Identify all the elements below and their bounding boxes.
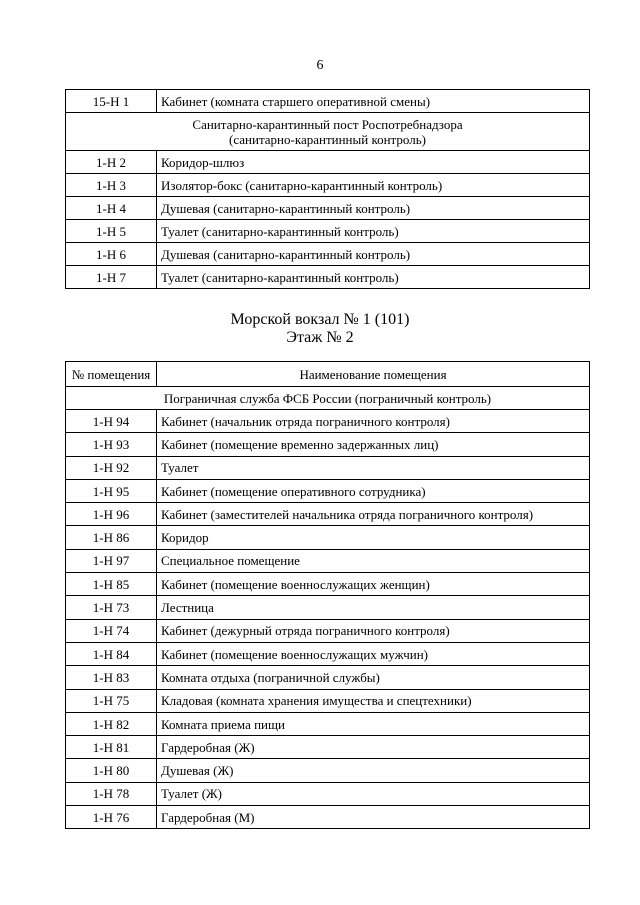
table-row (66, 806, 590, 829)
room-name: Комната приема пищи (157, 712, 590, 735)
rooms-table-floor-1 (65, 89, 590, 289)
table-row (66, 573, 590, 596)
table-row (66, 759, 590, 782)
group-cell (66, 113, 590, 151)
room-number: 1-Н 86 (66, 526, 157, 549)
room-number: 1-Н 96 (66, 503, 157, 526)
header-room-name: Наименование помещения (157, 362, 590, 387)
rooms-table-floor-2 (65, 361, 590, 829)
room-number: 1-Н 7 (66, 266, 157, 289)
table-row (66, 266, 590, 289)
table-row (66, 243, 590, 266)
room-name: Изолятор-бокс (санитарно-карантинный контроль) (157, 174, 590, 197)
table-row (66, 410, 590, 433)
room-number: 1-Н 93 (66, 433, 157, 456)
table-row (66, 596, 590, 619)
room-number: 1-Н 95 (66, 479, 157, 502)
room-number: 1-Н 76 (66, 806, 157, 829)
table-row (66, 503, 590, 526)
header-row (66, 362, 590, 387)
room-name: Комната отдыха (пограничной службы) (157, 666, 590, 689)
group-title: Санитарно-карантинный пост Роспотребнадзора (192, 116, 463, 132)
table-row (66, 174, 590, 197)
table-row (66, 689, 590, 712)
table-row (66, 433, 590, 456)
room-name: Гардеробная (М) (157, 806, 590, 829)
table-row (66, 90, 590, 113)
room-number: 1-Н 80 (66, 759, 157, 782)
room-number: 1-Н 92 (66, 456, 157, 479)
room-name: Туалет (Ж) (157, 782, 590, 805)
table-row (66, 666, 590, 689)
room-number: 15-Н 1 (66, 90, 157, 113)
room-name: Туалет (157, 456, 590, 479)
room-number: 1-Н 75 (66, 689, 157, 712)
table-row (66, 197, 590, 220)
room-name: Туалет (санитарно-карантинный контроль) (157, 266, 590, 289)
room-name: Душевая (санитарно-карантинный контроль) (157, 197, 590, 220)
table-row (66, 456, 590, 479)
room-number: 1-Н 5 (66, 220, 157, 243)
room-number: 1-Н 3 (66, 174, 157, 197)
table-row (66, 619, 590, 642)
room-name: Кабинет (помещение оперативного сотрудника) (157, 479, 590, 502)
room-name: Гардеробная (Ж) (157, 736, 590, 759)
room-number: 1-Н 83 (66, 666, 157, 689)
group-title: Пограничная служба ФСБ России (пограничный контроль) (66, 387, 590, 410)
room-number: 1-Н 78 (66, 782, 157, 805)
room-number: 1-Н 73 (66, 596, 157, 619)
group-row (66, 387, 590, 410)
room-name: Кабинет (начальник отряда пограничного контроля) (157, 410, 590, 433)
group-row (66, 113, 590, 151)
room-name: Душевая (Ж) (157, 759, 590, 782)
room-name: Кабинет (помещение военнослужащих женщин) (157, 573, 590, 596)
room-name: Лестница (157, 596, 590, 619)
room-name: Душевая (санитарно-карантинный контроль) (157, 243, 590, 266)
room-name: Кабинет (заместителей начальника отряда пограничного контроля) (157, 503, 590, 526)
table-row (66, 220, 590, 243)
table-row (66, 782, 590, 805)
room-number: 1-Н 85 (66, 573, 157, 596)
room-name: Коридор (157, 526, 590, 549)
room-name: Коридор-шлюз (157, 151, 590, 174)
room-name: Кабинет (помещение военнослужащих мужчин) (157, 642, 590, 665)
room-number: 1-Н 81 (66, 736, 157, 759)
table-row (66, 736, 590, 759)
table-row (66, 479, 590, 502)
building-title: Морской вокзал № 1 (101) (230, 311, 410, 328)
table-row (66, 712, 590, 735)
table-row (66, 642, 590, 665)
room-number: 1-Н 74 (66, 619, 157, 642)
section-heading (0, 311, 640, 347)
room-name: Специальное помещение (157, 549, 590, 572)
room-number: 1-Н 6 (66, 243, 157, 266)
room-name: Кабинет (комната старшего оперативной смены) (157, 90, 590, 113)
room-number: 1-Н 4 (66, 197, 157, 220)
header-room-number: № помещения (66, 362, 157, 387)
page-number: 6 (316, 58, 324, 73)
table-row (66, 526, 590, 549)
room-number: 1-Н 82 (66, 712, 157, 735)
room-number: 1-Н 97 (66, 549, 157, 572)
room-number: 1-Н 84 (66, 642, 157, 665)
room-name: Кладовая (комната хранения имущества и спецтехники) (157, 689, 590, 712)
table-row (66, 151, 590, 174)
room-name: Кабинет (дежурный отряда пограничного контроля) (157, 619, 590, 642)
room-number: 1-Н 2 (66, 151, 157, 174)
group-subtitle: (санитарно-карантинный контроль) (229, 131, 426, 147)
room-name: Кабинет (помещение временно задержанных лиц) (157, 433, 590, 456)
table-row (66, 549, 590, 572)
room-number: 1-Н 94 (66, 410, 157, 433)
room-name: Туалет (санитарно-карантинный контроль) (157, 220, 590, 243)
floor-title: Этаж № 2 (286, 329, 354, 346)
